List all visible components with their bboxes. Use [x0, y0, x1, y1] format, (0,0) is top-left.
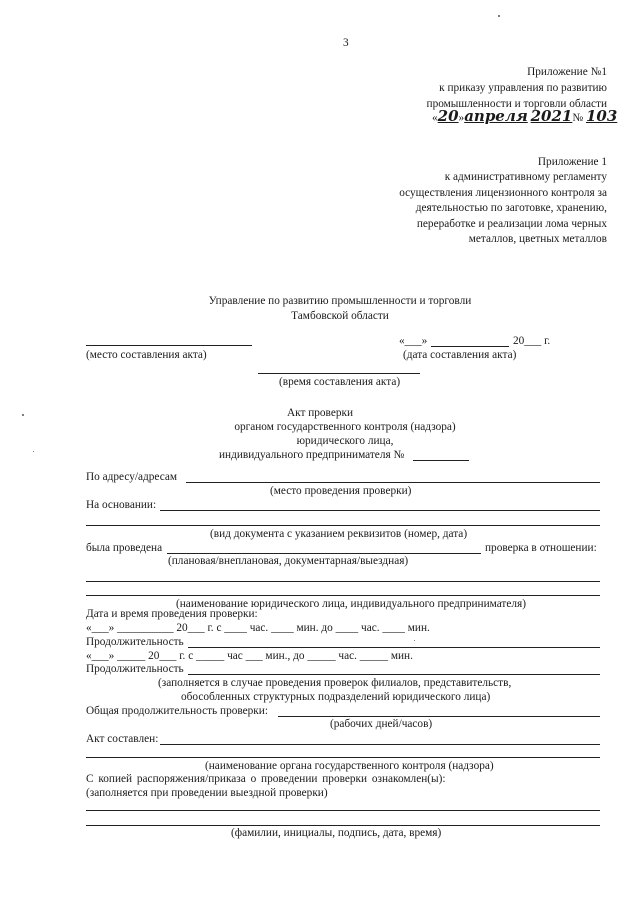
total-caption: (рабочих дней/часов) [330, 718, 433, 730]
duration1-line [188, 647, 600, 648]
scan-speck [498, 15, 500, 17]
branch-caption-line1: (заполняется в случае проведения проверок филиалов, представительств, [158, 677, 512, 689]
appendix2-line: переработке и реализации лома черных [416, 218, 607, 230]
appendix2-line: к административному регламенту [444, 171, 607, 183]
appendix2-line: осуществления лицензионного контроля за [399, 187, 607, 199]
conducted-caption: (плановая/внеплановая, документарная/выездная) [168, 555, 409, 567]
scan-speck [22, 414, 24, 416]
date-open-quote: « [432, 112, 438, 124]
compiled-line-2 [86, 757, 600, 758]
date-caption: (дата составления акта) [403, 349, 517, 361]
duration2-label: Продолжительность [86, 663, 184, 675]
appendix1-line1: к приказу управления по развитию [439, 82, 607, 94]
act-title-line1: Акт проверки [286, 407, 354, 419]
time-line [258, 373, 420, 374]
subject-line-2 [86, 595, 600, 596]
act-title-line3: юридического лица, [296, 435, 394, 447]
signature-line-2 [86, 825, 600, 826]
datetime-row1: «___» __________ 20___ г. с ____ час. ____ мин. до ____ час. ____ мин. [86, 622, 430, 634]
authority-line2: Тамбовской области [291, 310, 389, 322]
address-caption: (место проведения проверки) [270, 485, 412, 497]
authority-line1: Управление по развитию промышленности и торговли [208, 295, 472, 307]
branch-caption-line2: обособленных структурных подразделений юридического лица) [181, 691, 491, 703]
compiled-caption: (наименование органа государственного контроля (надзора) [205, 760, 494, 772]
conducted-label: была проведена [86, 542, 163, 554]
basis-line [160, 510, 600, 511]
datetime-label: Дата и время проведения проверки: [86, 608, 258, 620]
time-caption: (время составления акта) [279, 376, 401, 388]
date-close-quote: » [458, 112, 465, 124]
act-title-line4: индивидуального предпринимателя № [219, 449, 405, 461]
datetime-row2: «___» _____ 20___ г. с _____ час ___ мин., до _____ час. _____ мин. [86, 650, 413, 662]
subject-caption: (наименование юридического лица, индивидуального предпринимателя) [176, 598, 526, 610]
date-year-handwritten: 2021 [530, 107, 573, 125]
basis-caption: (вид документа с указанием реквизитов (номер, дата) [210, 528, 468, 540]
order-number-handwritten: 103 [585, 107, 618, 125]
appendix2-line: деятельностью по заготовке, хранению, [415, 202, 607, 214]
date-month-line [431, 346, 509, 347]
order-date-number [432, 107, 618, 125]
basis-line-2 [86, 525, 600, 526]
total-label: Общая продолжительность проверки: [86, 705, 268, 717]
date-month-handwritten: апреля [464, 107, 528, 125]
appendix2-title: Приложение 1 [537, 156, 607, 168]
date-open: «___» [399, 335, 428, 347]
signature-line-1 [86, 810, 600, 811]
place-caption: (место составления акта) [86, 349, 207, 361]
appendix1-line2: промышленности и торговли области [426, 98, 607, 110]
address-line [186, 482, 600, 483]
copy-note: (заполняется при проведении выездной проверки) [86, 787, 328, 799]
number-sign: № [572, 112, 584, 124]
scan-speck [414, 640, 415, 641]
basis-label: На основании: [86, 499, 157, 511]
appendix1-title: Приложение №1 [527, 66, 607, 78]
compiled-label: Акт составлен: [86, 733, 159, 745]
date-day-handwritten: 20 [437, 107, 459, 125]
duration2-line [188, 674, 600, 675]
appendix2-line: металлов, цветных металлов [468, 233, 607, 245]
signature-caption: (фамилии, инициалы, подпись, дата, время) [231, 827, 442, 839]
conducted-line [167, 553, 481, 554]
copy-label: С копией распоряжения/приказа о проведении проверки ознакомлен(ы): [86, 773, 446, 785]
address-label: По адресу/адресам [86, 471, 178, 483]
act-number-line [413, 460, 469, 461]
subject-line-1 [86, 581, 600, 582]
act-title-line2: органом государственного контроля (надзора) [234, 421, 456, 433]
place-line [86, 345, 252, 346]
total-line [278, 716, 600, 717]
page-number: 3 [343, 37, 349, 49]
scan-speck [33, 451, 34, 452]
duration1-label: Продолжительность [86, 636, 184, 648]
conducted-suffix: проверка в отношении: [485, 542, 597, 554]
date-year: 20___ г. [513, 335, 551, 347]
compiled-line-1 [160, 744, 600, 745]
